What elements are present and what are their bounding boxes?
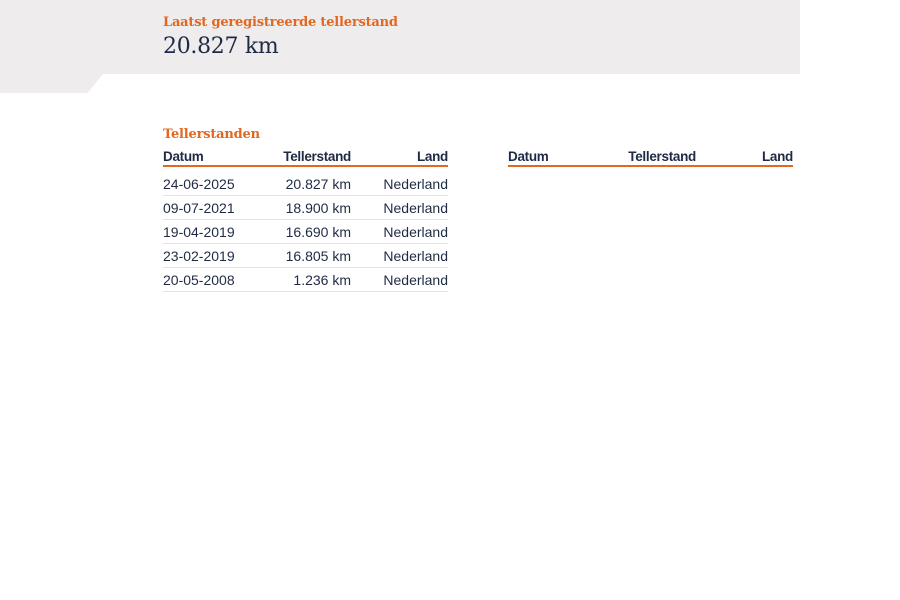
reading-meter: 16.690 km — [258, 220, 351, 244]
summary-banner — [0, 0, 800, 74]
column-header-meter: Tellerstand — [603, 148, 696, 166]
summary-banner-tab — [0, 74, 103, 93]
table-row — [163, 220, 448, 244]
readings-table-right — [508, 148, 793, 167]
reading-meter: 18.900 km — [258, 196, 351, 220]
column-header-date: Datum — [508, 148, 603, 166]
reading-date: 09-07-2021 — [163, 196, 258, 220]
reading-country: Nederland — [351, 220, 448, 244]
table-row — [163, 196, 448, 220]
reading-meter: 16.805 km — [258, 244, 351, 268]
reading-date: 24-06-2025 — [163, 166, 258, 196]
last-reading-label: Laatst geregistreerde tellerstand — [163, 15, 398, 30]
reading-date: 20-05-2008 — [163, 268, 258, 292]
table-header-row — [163, 148, 448, 166]
reading-meter: 20.827 km — [258, 166, 351, 196]
reading-country: Nederland — [351, 268, 448, 292]
column-header-country: Land — [696, 148, 793, 166]
reading-country: Nederland — [351, 196, 448, 220]
column-header-date: Datum — [163, 148, 258, 166]
table-header-row — [508, 148, 793, 166]
column-header-meter: Tellerstand — [258, 148, 351, 166]
table-row — [163, 268, 448, 292]
table-row — [163, 166, 448, 196]
reading-country: Nederland — [351, 244, 448, 268]
readings-section-title: Tellerstanden — [163, 127, 260, 142]
last-reading-value: 20.827 km — [163, 34, 279, 59]
reading-country: Nederland — [351, 166, 448, 196]
readings-table-left — [163, 148, 448, 292]
reading-date: 23-02-2019 — [163, 244, 258, 268]
column-header-country: Land — [351, 148, 448, 166]
reading-meter: 1.236 km — [258, 268, 351, 292]
reading-date: 19-04-2019 — [163, 220, 258, 244]
table-row — [163, 244, 448, 268]
